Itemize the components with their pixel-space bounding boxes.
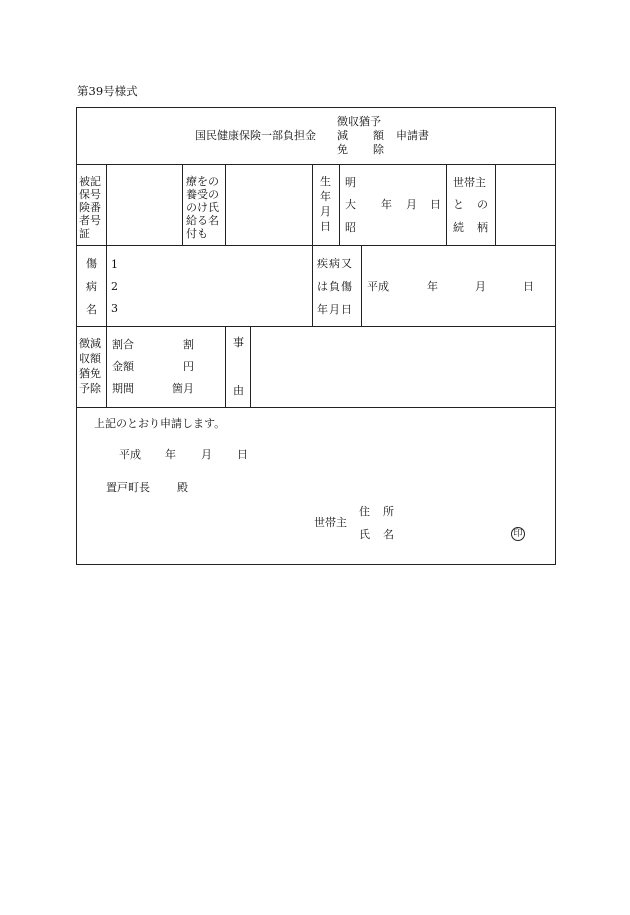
vline-r3-b [225, 326, 226, 407]
address-label-2: 所 [383, 505, 394, 518]
form-number: 第39号様式 [77, 84, 138, 98]
injury-item-2: 2 [111, 280, 118, 293]
ratio-unit: 割 [183, 338, 194, 351]
head-relation-label-4: 続 [453, 221, 464, 234]
injury-label-3: 名 [86, 303, 97, 316]
ratio-label: 割合 [112, 338, 134, 351]
seal-mark-icon [511, 527, 525, 541]
footer-year-unit: 年 [165, 448, 176, 461]
head-relation-label-1: 世帯主 [453, 176, 486, 189]
onset-label-1: 疾病又 [317, 257, 353, 270]
honorific: 殿 [177, 481, 188, 494]
title-main: 国民健康保険一部負担金 [195, 129, 316, 142]
title-option-reduce-1: 減 [337, 129, 348, 142]
vline-r1-b [182, 164, 183, 245]
recipient-name-field[interactable] [226, 165, 312, 245]
vline-r2-c [361, 245, 362, 326]
injury-label-1: 傷 [86, 257, 97, 270]
amount-label: 金額 [112, 360, 134, 373]
footer-month-unit: 月 [201, 448, 212, 461]
reason-label-1: 事 [233, 336, 244, 349]
insured-card-number-label: 被記 保号 険番 者号 証 [79, 175, 101, 240]
title-suffix: 申請書 [396, 129, 429, 142]
onset-year-unit: 年 [427, 280, 438, 293]
birthdate-label: 生 年 月 日 [320, 175, 331, 233]
era-meiji: 明 [345, 176, 356, 189]
recipient-name-label: 療をの 養受の のけ氏 給る名 付も [186, 175, 219, 240]
addressee: 置戸町長 [106, 481, 150, 494]
vline-r2-b [312, 245, 313, 326]
vline-r1-d [312, 164, 313, 245]
era-taisho: 大 [345, 198, 356, 211]
insured-card-number-field[interactable] [107, 165, 182, 245]
injury-item-1: 1 [111, 258, 118, 271]
reduction-label: 徴減 収額 猶免 予除 [79, 337, 101, 395]
vline-r3-a [106, 326, 107, 407]
address-label-1: 住 [359, 505, 370, 518]
birth-year-unit: 年 [381, 198, 392, 211]
title-option-exempt-1: 免 [337, 143, 348, 156]
injury-label-2: 病 [86, 280, 97, 293]
vline-r1-f [446, 164, 447, 245]
onset-month-unit: 月 [475, 280, 486, 293]
name-label-2: 名 [383, 528, 394, 541]
birth-day-unit: 日 [430, 198, 441, 211]
onset-label-2: は負傷 [317, 280, 353, 293]
onset-label-3: 年月日 [317, 303, 353, 316]
reason-field[interactable] [251, 327, 555, 407]
footer-date-era: 平成 [119, 448, 141, 461]
name-field[interactable] [407, 524, 502, 542]
head-relation-label-2: と [453, 198, 464, 211]
period-label: 期間 [112, 382, 134, 395]
address-field[interactable] [407, 500, 517, 518]
injury-item-3: 3 [111, 302, 118, 315]
title-option-reduce-2: 額 [373, 129, 384, 142]
divider-row3 [76, 407, 556, 408]
onset-day-unit: 日 [523, 280, 534, 293]
vline-r2-a [106, 245, 107, 326]
onset-era: 平成 [367, 280, 389, 293]
amount-unit: 円 [183, 360, 194, 373]
name-label-1: 氏 [359, 528, 370, 541]
head-relation-field[interactable] [496, 165, 555, 245]
reason-label-2: 由 [233, 384, 244, 397]
divider-row1 [76, 245, 556, 246]
head-relation-label-3: の [477, 198, 488, 211]
era-showa: 昭 [345, 221, 356, 234]
birth-month-unit: 月 [406, 198, 417, 211]
period-unit: 箇月 [172, 382, 194, 395]
vline-r1-e [339, 164, 340, 245]
applicant-label: 世帯主 [314, 516, 347, 529]
seal-text: 印 [513, 529, 523, 539]
head-relation-label-5: 柄 [477, 221, 488, 234]
footer-day-unit: 日 [237, 448, 248, 461]
statement: 上記のとおり申請します。 [94, 417, 226, 430]
title-option-exempt-2: 除 [373, 143, 384, 156]
title-option-defer: 徴収猶予 [337, 115, 381, 128]
